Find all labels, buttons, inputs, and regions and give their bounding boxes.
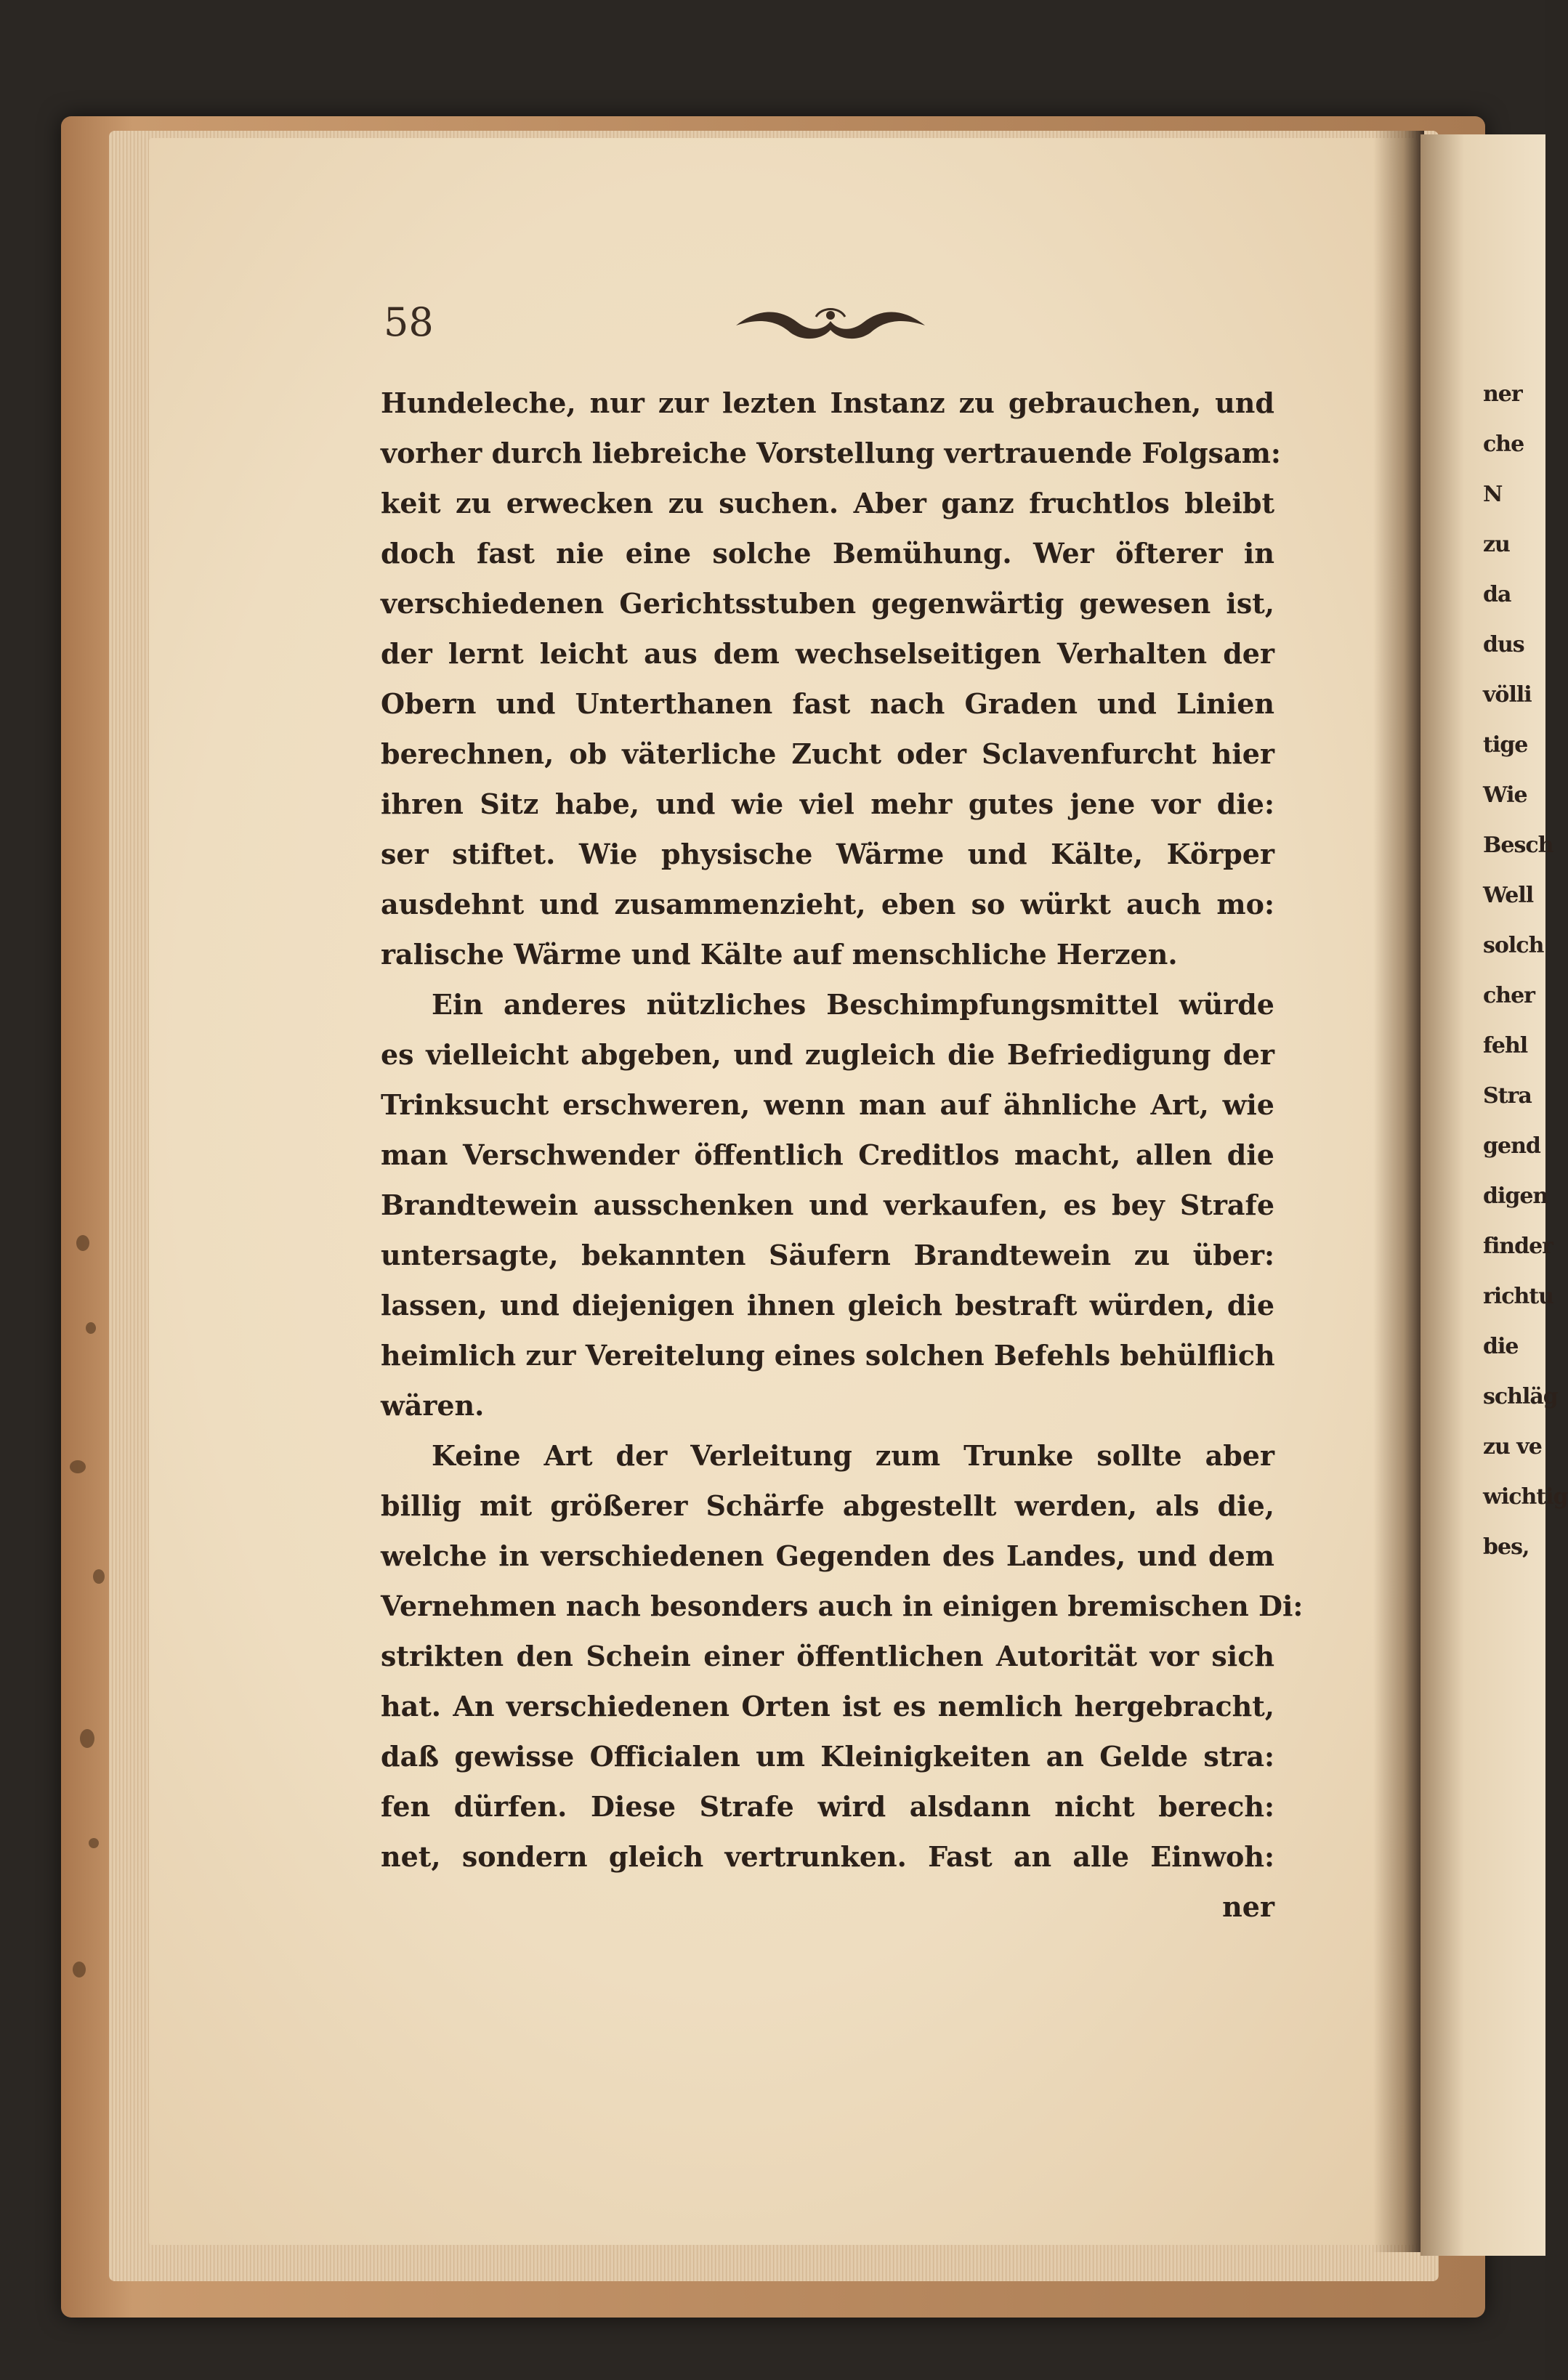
facing-page-edge <box>1421 134 1568 2256</box>
text-line: es vielleicht abgeben, und zugleich die Befriedigung der <box>381 1038 1274 1071</box>
facing-page-fragment: Wie <box>1483 782 1527 808</box>
text-line: untersagte, bekannten Säufern Brandtewein zu über: <box>381 1239 1274 1271</box>
text-line: man Verschwender öffentlich Creditlos macht, allen die <box>381 1138 1274 1171</box>
text-line: ser stiftet. Wie physische Wärme und Kälte, Körper <box>381 838 1274 870</box>
text-line: welche in verschiedenen Gegenden des Landes, und dem <box>381 1539 1274 1572</box>
foxing-stain <box>73 1962 86 1978</box>
facing-page-fragment: fehl <box>1483 1033 1528 1059</box>
text-line: keit zu erwecken zu suchen. Aber ganz fruchtlos bleibt <box>381 487 1274 519</box>
facing-page-fragment: che <box>1483 432 1524 457</box>
facing-page-fragment: cher <box>1483 983 1535 1008</box>
facing-page-fragment: Stra <box>1483 1083 1532 1109</box>
text-line: lassen, und diejenigen ihnen gleich bestraft würden, die <box>381 1289 1274 1321</box>
text-line: fen dürfen. Diese Strafe wird alsdann nicht berech: <box>381 1790 1274 1823</box>
foxing-stain <box>80 1729 94 1748</box>
text-line: vorher durch liebreiche Vorstellung vertrauende Folgsam: <box>381 437 1281 469</box>
text-line: Ein anderes nützliches Beschimpfungsmittel würde <box>432 988 1274 1021</box>
foxing-stain <box>76 1235 89 1251</box>
text-line: billig mit größerer Schärfe abgestellt werden, als die, <box>381 1489 1274 1522</box>
text-line: Keine Art der Verleitung zum Trunke sollte aber <box>432 1439 1274 1472</box>
text-line: doch fast nie eine solche Bemühung. Wer öfterer in <box>381 537 1274 570</box>
facing-page-fragment: zu <box>1483 532 1510 557</box>
text-line: strikten den Schein einer öffentlichen Autorität vor sich <box>381 1640 1274 1672</box>
page-number: 58 <box>384 299 434 345</box>
facing-page-fragment: völli <box>1483 682 1532 708</box>
facing-page-fragment: tige <box>1483 732 1528 758</box>
facing-page-fragment: zu ve <box>1483 1434 1542 1460</box>
facing-page-fragment: ner <box>1483 381 1522 407</box>
facing-page-fragment: richtu <box>1483 1284 1553 1309</box>
foxing-stain <box>93 1569 105 1584</box>
facing-page-fragment: Besch <box>1483 833 1553 858</box>
text-line: Hundeleche, nur zur lezten Instanz zu gebrauchen, und <box>381 386 1274 419</box>
foxing-stain <box>86 1322 96 1334</box>
text-line: ralische Wärme und Kälte auf menschliche Herzen. <box>381 938 1178 971</box>
facing-page-fragment: digen <box>1483 1183 1548 1209</box>
text-line: wären. <box>381 1389 485 1422</box>
text-line: verschiedenen Gerichtsstuben gegenwärtig gewesen ist, <box>381 587 1274 620</box>
text-line: Obern und Unterthanen fast nach Graden und Linien <box>381 687 1274 720</box>
facing-page-fragment: solch <box>1483 933 1544 958</box>
text-line: heimlich zur Vereitelung eines solchen Befehls behülflich <box>381 1339 1275 1372</box>
book-gutter <box>1373 131 1424 2252</box>
text-line: berechnen, ob väterliche Zucht oder Sclavenfurcht hier <box>381 737 1274 770</box>
facing-page-fragment: bes, <box>1483 1534 1529 1560</box>
body-text <box>381 378 1304 1932</box>
text-line: ner <box>1222 1890 1274 1923</box>
text-line: hat. An verschiedenen Orten ist es nemlich hergebracht, <box>381 1690 1274 1723</box>
facing-page-fragment: da <box>1483 582 1511 607</box>
text-line: der lernt leicht aus dem wechselseitigen Verhalten der <box>381 637 1274 670</box>
text-line: ihren Sitz habe, und wie viel mehr gutes jene vor die: <box>381 788 1274 820</box>
facing-page-fragment: wichtig <box>1483 1484 1568 1510</box>
text-line: daß gewisse Officialen um Kleinigkeiten an Gelde stra: <box>381 1740 1274 1773</box>
text-line: ausdehnt und zusammenzieht, eben so würkt auch mo: <box>381 888 1274 920</box>
foxing-stain <box>89 1838 99 1848</box>
facing-page-fragment: schläg <box>1483 1384 1558 1409</box>
text-line: Trinksucht erschweren, wenn man auf ähnliche Art, wie <box>381 1088 1274 1121</box>
facing-page-fragment: Well <box>1483 883 1534 908</box>
facing-page-fragment: die <box>1483 1334 1519 1359</box>
facing-page-fragment: N <box>1483 482 1503 507</box>
page-header <box>384 299 1270 350</box>
text-line: Brandtewein ausschenken und verkaufen, es bey Strafe <box>381 1189 1274 1221</box>
text-line: net, sondern gleich vertrunken. Fast an alle Einwoh: <box>381 1840 1274 1873</box>
facing-page-fragment: dus <box>1483 632 1524 657</box>
text-line: Vernehmen nach besonders auch in einigen bremischen Di: <box>381 1590 1304 1622</box>
printers-ornament-icon <box>729 301 932 344</box>
foxing-stain <box>70 1460 86 1473</box>
facing-page-fragment: gend <box>1483 1133 1540 1159</box>
facing-page-fragment: finder <box>1483 1234 1553 1259</box>
